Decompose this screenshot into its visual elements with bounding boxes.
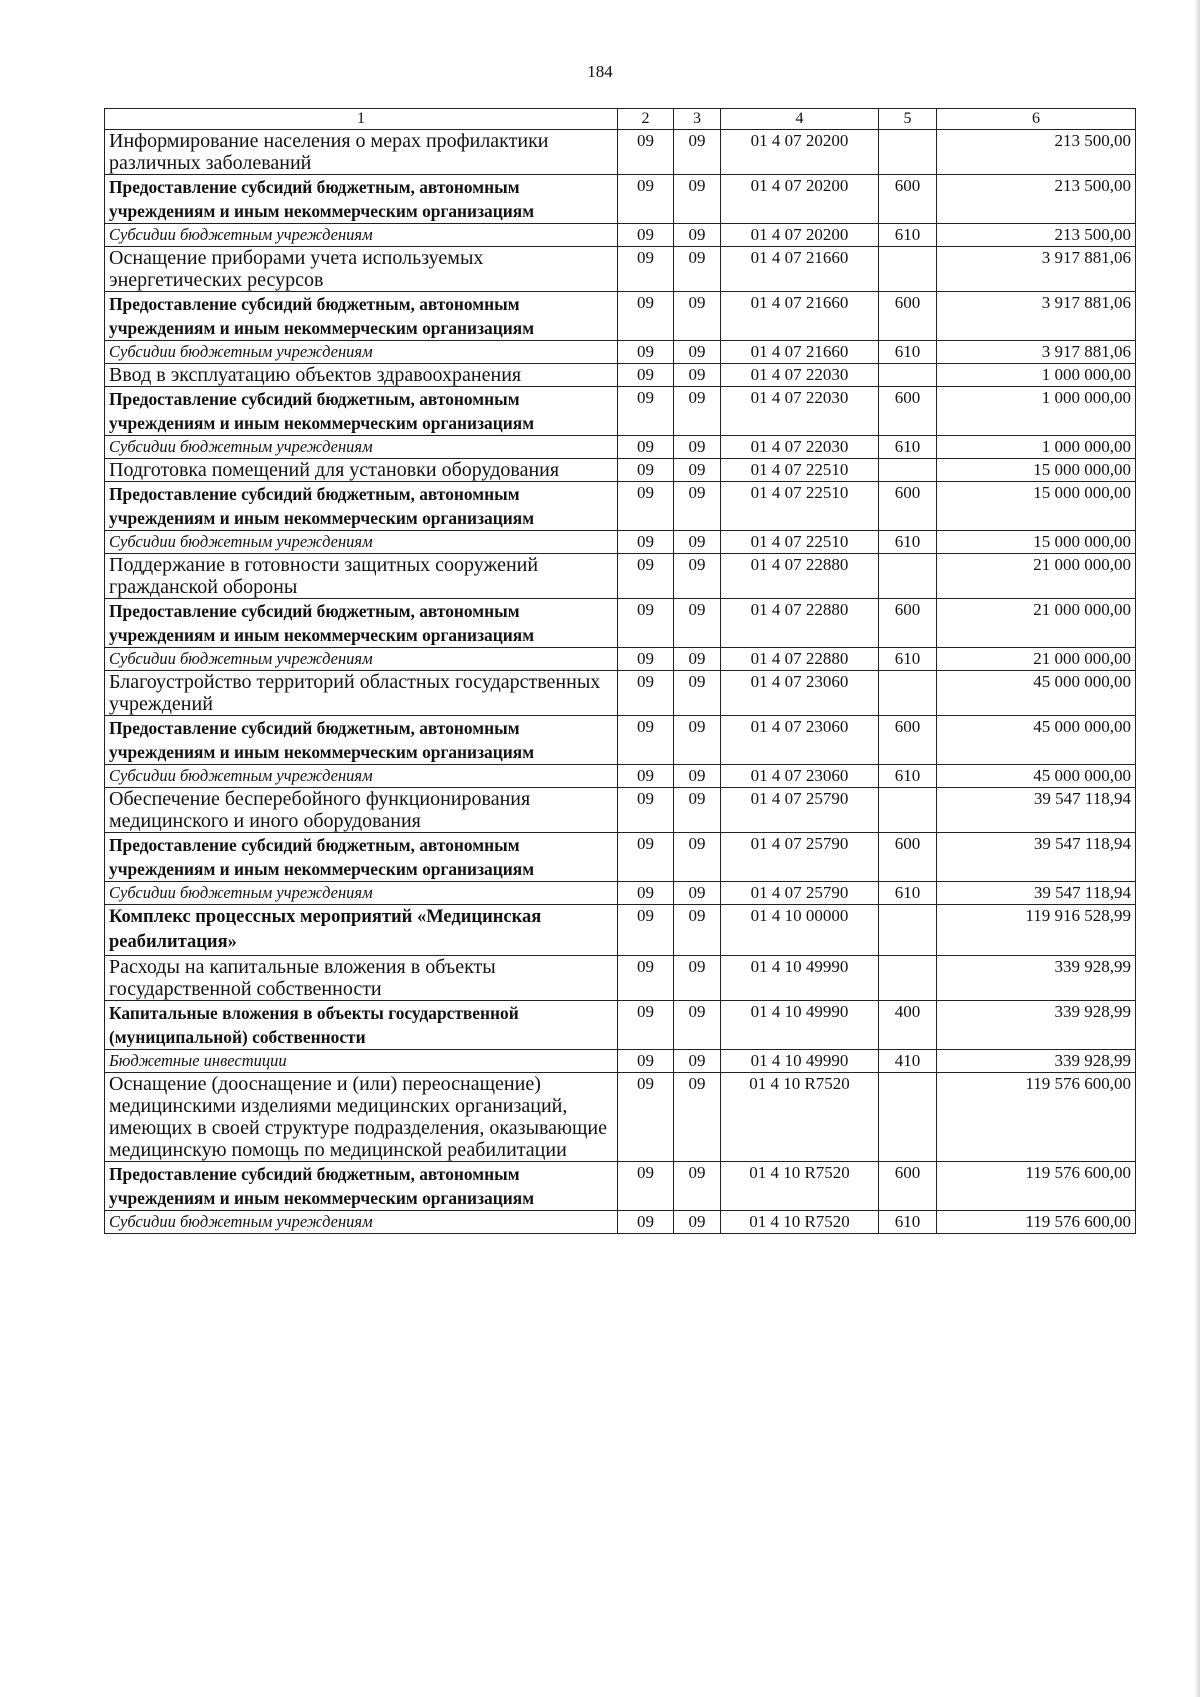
- row-amount-cell: 45 000 000,00: [937, 765, 1136, 788]
- row-subsection-cell: 09: [674, 671, 721, 716]
- row-subsection-cell: 09: [674, 716, 721, 765]
- row-expense-type-cell: 600: [879, 716, 937, 765]
- row-amount-cell: 1 000 000,00: [937, 436, 1136, 459]
- row-target-code-cell: 01 4 07 22510: [721, 531, 879, 554]
- row-subsection-cell: 09: [674, 648, 721, 671]
- table-row: [105, 175, 1136, 224]
- row-target-code-cell: 01 4 07 21660: [721, 292, 879, 341]
- row-expense-type-cell: [879, 247, 937, 292]
- row-target-code-cell: 01 4 07 20200: [721, 175, 879, 224]
- row-target-code-cell: 01 4 07 22880: [721, 599, 879, 648]
- row-section-cell: 09: [618, 247, 674, 292]
- row-amount-cell: 45 000 000,00: [937, 716, 1136, 765]
- row-target-code-cell: 01 4 07 22030: [721, 436, 879, 459]
- row-amount-cell: 39 547 118,94: [937, 788, 1136, 833]
- row-target-code-cell: 01 4 07 20200: [721, 224, 879, 247]
- table-row: [105, 1211, 1136, 1234]
- column-header-6: 6: [937, 109, 1136, 130]
- column-header-3: 3: [674, 109, 721, 130]
- row-section-cell: 09: [618, 599, 674, 648]
- table-row: [105, 671, 1136, 716]
- table-row: [105, 341, 1136, 364]
- table-row: [105, 554, 1136, 599]
- row-name-cell: Ввод в эксплуатацию объектов здравоохранения: [105, 364, 618, 387]
- row-amount-cell: 3 917 881,06: [937, 341, 1136, 364]
- column-header-4: 4: [721, 109, 879, 130]
- table-row: [105, 364, 1136, 387]
- row-subsection-cell: 09: [674, 1001, 721, 1050]
- table-row: [105, 716, 1136, 765]
- table-row: [105, 905, 1136, 956]
- row-section-cell: 09: [618, 1073, 674, 1162]
- row-section-cell: 09: [618, 833, 674, 882]
- row-name-cell: Бюджетные инвестиции: [105, 1050, 618, 1073]
- row-subsection-cell: 09: [674, 459, 721, 482]
- row-name-cell: Субсидии бюджетным учреждениям: [105, 1211, 618, 1234]
- row-expense-type-cell: 400: [879, 1001, 937, 1050]
- table-row: [105, 436, 1136, 459]
- row-section-cell: 09: [618, 765, 674, 788]
- row-expense-type-cell: 610: [879, 341, 937, 364]
- row-expense-type-cell: 610: [879, 436, 937, 459]
- table-row: [105, 956, 1136, 1001]
- row-expense-type-cell: [879, 905, 937, 956]
- table-row: [105, 765, 1136, 788]
- row-expense-type-cell: [879, 671, 937, 716]
- row-expense-type-cell: 610: [879, 224, 937, 247]
- table-row: [105, 224, 1136, 247]
- row-name-cell: Предоставление субсидий бюджетным, автономным учреждениям и иным некоммерческим организациям: [105, 833, 618, 882]
- row-expense-type-cell: 600: [879, 599, 937, 648]
- row-amount-cell: 21 000 000,00: [937, 554, 1136, 599]
- row-amount-cell: 39 547 118,94: [937, 833, 1136, 882]
- row-subsection-cell: 09: [674, 1211, 721, 1234]
- row-section-cell: 09: [618, 1001, 674, 1050]
- row-amount-cell: 119 576 600,00: [937, 1162, 1136, 1211]
- row-expense-type-cell: 610: [879, 1211, 937, 1234]
- row-target-code-cell: 01 4 07 22030: [721, 364, 879, 387]
- row-target-code-cell: 01 4 07 21660: [721, 341, 879, 364]
- table-row: [105, 482, 1136, 531]
- row-section-cell: 09: [618, 554, 674, 599]
- row-amount-cell: 213 500,00: [937, 175, 1136, 224]
- row-amount-cell: 45 000 000,00: [937, 671, 1136, 716]
- page-number: 184: [587, 62, 613, 81]
- row-amount-cell: 15 000 000,00: [937, 531, 1136, 554]
- row-section-cell: 09: [618, 905, 674, 956]
- scan-edge-shadow: [1194, 0, 1200, 1697]
- row-expense-type-cell: [879, 130, 937, 175]
- row-amount-cell: 119 576 600,00: [937, 1211, 1136, 1234]
- row-name-cell: Предоставление субсидий бюджетным, автономным учреждениям и иным некоммерческим организациям: [105, 599, 618, 648]
- row-section-cell: 09: [618, 224, 674, 247]
- row-subsection-cell: 09: [674, 788, 721, 833]
- budget-table: [104, 108, 1136, 1234]
- row-expense-type-cell: [879, 364, 937, 387]
- row-amount-cell: 213 500,00: [937, 130, 1136, 175]
- table-row: [105, 130, 1136, 175]
- row-subsection-cell: 09: [674, 247, 721, 292]
- row-amount-cell: 119 916 528,99: [937, 905, 1136, 956]
- row-subsection-cell: 09: [674, 956, 721, 1001]
- column-header-2: 2: [618, 109, 674, 130]
- row-target-code-cell: 01 4 07 23060: [721, 765, 879, 788]
- row-section-cell: 09: [618, 716, 674, 765]
- row-target-code-cell: 01 4 07 23060: [721, 716, 879, 765]
- row-expense-type-cell: 600: [879, 175, 937, 224]
- row-subsection-cell: 09: [674, 224, 721, 247]
- row-expense-type-cell: 600: [879, 833, 937, 882]
- row-section-cell: 09: [618, 1162, 674, 1211]
- row-target-code-cell: 01 4 07 25790: [721, 882, 879, 905]
- row-section-cell: 09: [618, 482, 674, 531]
- row-amount-cell: 15 000 000,00: [937, 482, 1136, 531]
- row-name-cell: Предоставление субсидий бюджетным, автономным учреждениям и иным некоммерческим организациям: [105, 387, 618, 436]
- row-name-cell: Предоставление субсидий бюджетным, автономным учреждениям и иным некоммерческим организациям: [105, 482, 618, 531]
- row-amount-cell: 339 928,99: [937, 1050, 1136, 1073]
- row-name-cell: Капитальные вложения в объекты государственной (муниципальной) собственности: [105, 1001, 618, 1050]
- row-name-cell: Субсидии бюджетным учреждениям: [105, 224, 618, 247]
- row-section-cell: 09: [618, 648, 674, 671]
- table-row: [105, 1001, 1136, 1050]
- row-section-cell: 09: [618, 436, 674, 459]
- row-name-cell: Информирование населения о мерах профилактики различных заболеваний: [105, 130, 618, 175]
- row-target-code-cell: 01 4 10 49990: [721, 1050, 879, 1073]
- row-target-code-cell: 01 4 10 R7520: [721, 1211, 879, 1234]
- row-subsection-cell: 09: [674, 599, 721, 648]
- row-expense-type-cell: 600: [879, 482, 937, 531]
- row-target-code-cell: 01 4 07 25790: [721, 788, 879, 833]
- table-row: [105, 833, 1136, 882]
- row-target-code-cell: 01 4 10 R7520: [721, 1073, 879, 1162]
- table-row: [105, 387, 1136, 436]
- row-expense-type-cell: 610: [879, 765, 937, 788]
- row-subsection-cell: 09: [674, 882, 721, 905]
- row-subsection-cell: 09: [674, 387, 721, 436]
- row-section-cell: 09: [618, 175, 674, 224]
- row-amount-cell: 213 500,00: [937, 224, 1136, 247]
- row-subsection-cell: 09: [674, 765, 721, 788]
- row-target-code-cell: 01 4 10 49990: [721, 956, 879, 1001]
- row-expense-type-cell: 610: [879, 882, 937, 905]
- table-row: [105, 1073, 1136, 1162]
- row-subsection-cell: 09: [674, 1073, 721, 1162]
- row-amount-cell: 15 000 000,00: [937, 459, 1136, 482]
- row-expense-type-cell: 610: [879, 648, 937, 671]
- table-row: [105, 599, 1136, 648]
- row-amount-cell: 39 547 118,94: [937, 882, 1136, 905]
- row-section-cell: 09: [618, 956, 674, 1001]
- row-name-cell: Субсидии бюджетным учреждениям: [105, 531, 618, 554]
- row-subsection-cell: 09: [674, 554, 721, 599]
- row-name-cell: Обеспечение бесперебойного функционирования медицинского и иного оборудования: [105, 788, 618, 833]
- row-amount-cell: 21 000 000,00: [937, 599, 1136, 648]
- row-name-cell: Благоустройство территорий областных государственных учреждений: [105, 671, 618, 716]
- table-header-row: [105, 109, 1136, 130]
- row-section-cell: 09: [618, 341, 674, 364]
- row-amount-cell: 1 000 000,00: [937, 364, 1136, 387]
- row-section-cell: 09: [618, 531, 674, 554]
- row-name-cell: Предоставление субсидий бюджетным, автономным учреждениям и иным некоммерческим организациям: [105, 292, 618, 341]
- row-subsection-cell: 09: [674, 1050, 721, 1073]
- row-amount-cell: 339 928,99: [937, 1001, 1136, 1050]
- row-target-code-cell: 01 4 10 R7520: [721, 1162, 879, 1211]
- row-section-cell: 09: [618, 1211, 674, 1234]
- row-target-code-cell: 01 4 07 25790: [721, 833, 879, 882]
- row-amount-cell: 1 000 000,00: [937, 387, 1136, 436]
- row-name-cell: Субсидии бюджетным учреждениям: [105, 341, 618, 364]
- row-subsection-cell: 09: [674, 905, 721, 956]
- row-name-cell: Оснащение приборами учета используемых энергетических ресурсов: [105, 247, 618, 292]
- row-name-cell: Комплекс процессных мероприятий «Медицинская реабилитация»: [105, 905, 618, 956]
- row-amount-cell: 119 576 600,00: [937, 1073, 1136, 1162]
- table-row: [105, 1050, 1136, 1073]
- row-expense-type-cell: [879, 459, 937, 482]
- row-name-cell: Субсидии бюджетным учреждениям: [105, 648, 618, 671]
- row-name-cell: Субсидии бюджетным учреждениям: [105, 765, 618, 788]
- row-section-cell: 09: [618, 1050, 674, 1073]
- row-amount-cell: 21 000 000,00: [937, 648, 1136, 671]
- row-expense-type-cell: 410: [879, 1050, 937, 1073]
- row-subsection-cell: 09: [674, 341, 721, 364]
- row-target-code-cell: 01 4 07 22510: [721, 482, 879, 531]
- row-expense-type-cell: [879, 554, 937, 599]
- row-expense-type-cell: [879, 956, 937, 1001]
- row-expense-type-cell: 600: [879, 292, 937, 341]
- row-section-cell: 09: [618, 788, 674, 833]
- row-amount-cell: 3 917 881,06: [937, 247, 1136, 292]
- row-target-code-cell: 01 4 10 49990: [721, 1001, 879, 1050]
- row-target-code-cell: 01 4 07 21660: [721, 247, 879, 292]
- row-section-cell: 09: [618, 387, 674, 436]
- row-amount-cell: 339 928,99: [937, 956, 1136, 1001]
- row-target-code-cell: 01 4 07 20200: [721, 130, 879, 175]
- row-expense-type-cell: 600: [879, 1162, 937, 1211]
- table-row: [105, 882, 1136, 905]
- row-name-cell: Субсидии бюджетным учреждениям: [105, 436, 618, 459]
- row-expense-type-cell: [879, 788, 937, 833]
- table-row: [105, 788, 1136, 833]
- row-section-cell: 09: [618, 671, 674, 716]
- table-row: [105, 648, 1136, 671]
- row-subsection-cell: 09: [674, 364, 721, 387]
- row-target-code-cell: 01 4 10 00000: [721, 905, 879, 956]
- row-name-cell: Предоставление субсидий бюджетным, автономным учреждениям и иным некоммерческим организациям: [105, 1162, 618, 1211]
- row-expense-type-cell: 610: [879, 531, 937, 554]
- table-row: [105, 531, 1136, 554]
- row-amount-cell: 3 917 881,06: [937, 292, 1136, 341]
- row-section-cell: 09: [618, 130, 674, 175]
- row-name-cell: Субсидии бюджетным учреждениям: [105, 882, 618, 905]
- row-section-cell: 09: [618, 292, 674, 341]
- row-name-cell: Предоставление субсидий бюджетным, автономным учреждениям и иным некоммерческим организациям: [105, 716, 618, 765]
- row-subsection-cell: 09: [674, 130, 721, 175]
- row-name-cell: Расходы на капитальные вложения в объекты государственной собственности: [105, 956, 618, 1001]
- row-name-cell: Предоставление субсидий бюджетным, автономным учреждениям и иным некоммерческим организациям: [105, 175, 618, 224]
- row-name-cell: Поддержание в готовности защитных сооружений гражданской обороны: [105, 554, 618, 599]
- table-row: [105, 1162, 1136, 1211]
- row-subsection-cell: 09: [674, 292, 721, 341]
- table-row: [105, 459, 1136, 482]
- column-header-1: 1: [105, 109, 618, 130]
- row-target-code-cell: 01 4 07 22880: [721, 554, 879, 599]
- row-subsection-cell: 09: [674, 436, 721, 459]
- row-name-cell: Подготовка помещений для установки оборудования: [105, 459, 618, 482]
- row-subsection-cell: 09: [674, 833, 721, 882]
- row-subsection-cell: 09: [674, 175, 721, 224]
- table-row: [105, 292, 1136, 341]
- row-name-cell: Оснащение (дооснащение и (или) переоснащение) медицинскими изделиями медицинских организаций, имеющих в своей структуре подразделения, оказывающие медицинскую помощь по медицинской реабилитации: [105, 1073, 618, 1162]
- row-subsection-cell: 09: [674, 482, 721, 531]
- row-section-cell: 09: [618, 459, 674, 482]
- column-header-5: 5: [879, 109, 937, 130]
- row-expense-type-cell: [879, 1073, 937, 1162]
- row-target-code-cell: 01 4 07 22880: [721, 648, 879, 671]
- row-subsection-cell: 09: [674, 531, 721, 554]
- row-target-code-cell: 01 4 07 22030: [721, 387, 879, 436]
- row-expense-type-cell: 600: [879, 387, 937, 436]
- row-subsection-cell: 09: [674, 1162, 721, 1211]
- row-section-cell: 09: [618, 364, 674, 387]
- table-row: [105, 247, 1136, 292]
- row-target-code-cell: 01 4 07 23060: [721, 671, 879, 716]
- row-target-code-cell: 01 4 07 22510: [721, 459, 879, 482]
- row-section-cell: 09: [618, 882, 674, 905]
